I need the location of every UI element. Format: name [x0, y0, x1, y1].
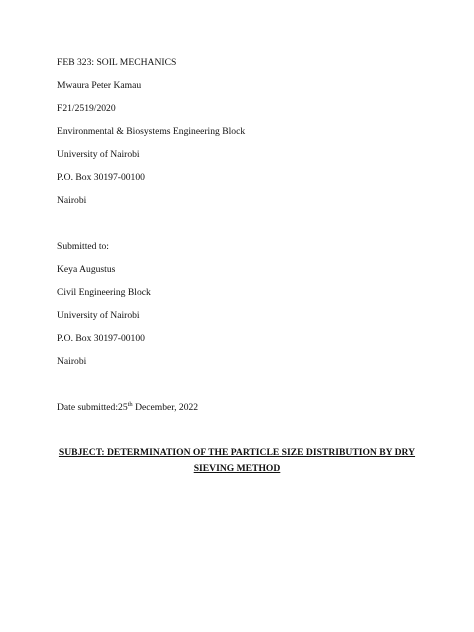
subject-heading-line-2: SIEVING METHOD [193, 463, 281, 474]
sender-po-box: P.O. Box 30197-00100 [57, 172, 145, 183]
date-day: 25 [118, 402, 128, 413]
sender-name: Mwaura Peter Kamau [57, 80, 142, 91]
sender-city: Nairobi [57, 195, 87, 206]
date-label: Date submitted: [57, 402, 119, 413]
recipient-po-box: P.O. Box 30197-00100 [57, 333, 145, 344]
date-submitted [57, 402, 198, 414]
subject-heading-line-1: SUBJECT: DETERMINATION OF THE PARTICLE SIZE DISTRIBUTION BY DRY [58, 447, 416, 458]
recipient-block: Civil Engineering Block [57, 287, 151, 298]
course-title: FEB 323: SOIL MECHANICS [57, 57, 177, 68]
sender-block: Environmental & Biosystems Engineering Block [57, 126, 246, 137]
date-rest: December, 2022 [132, 402, 199, 413]
registration-number: F21/2519/2020 [57, 103, 116, 114]
recipient-name: Keya Augustus [57, 264, 116, 275]
date-day-suffix: th [127, 401, 133, 408]
recipient-university: University of Nairobi [57, 310, 140, 321]
sender-university: University of Nairobi [57, 149, 140, 160]
recipient-city: Nairobi [57, 356, 87, 367]
submitted-to-label: Submitted to: [57, 241, 109, 252]
